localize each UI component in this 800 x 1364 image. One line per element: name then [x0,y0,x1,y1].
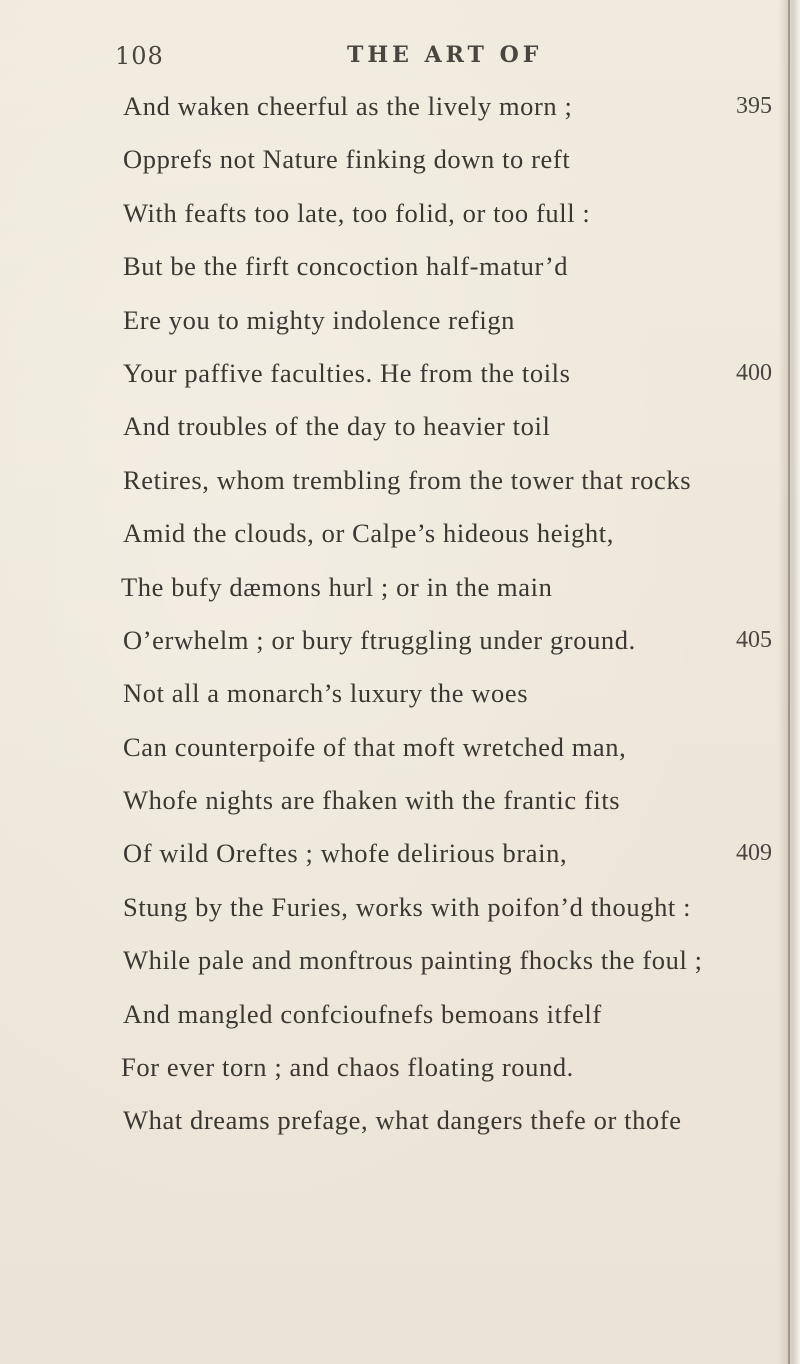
verse-text: Not all a monarch’s luxury the woes [123,678,529,709]
verse-line [0,187,800,240]
verse-line [0,988,800,1041]
verse-line [0,1041,800,1094]
verse-text: And waken cheerful as the lively morn ; [123,91,573,121]
line-number: 400 [736,359,772,386]
verse-text: For ever torn ; and chaos floating round. [121,1052,574,1083]
verse-text: Amid the clouds, or Calpe’s hideous height, [123,518,614,549]
verse-line [0,400,800,453]
verse-text: What dreams prefage, what dangers thefe or thofe [123,1105,682,1136]
verse-line [0,667,800,720]
verse-line [0,614,800,667]
verse-line [0,80,800,133]
verse-text: Your paffive faculties. He from the toils [123,357,571,388]
verse-text: Of wild Oreftes ; whofe delirious brain, [123,838,568,869]
line-number: 395 [736,93,772,119]
verse-line [0,561,800,614]
verse-text: Retires, whom trembling from the tower that rocks [123,464,692,495]
verse-line [0,240,800,293]
verse-line [0,774,800,827]
verse-text: While pale and monftrous painting fhocks the foul ; [123,945,703,976]
verse-text: Whofe nights are fhaken with the frantic fits [123,785,621,816]
page-number: 108 [115,42,164,70]
verse-line [0,294,800,347]
verse-text: Ere you to mighty indolence refign [123,304,516,335]
running-head: THE ART OF [347,42,543,68]
verse-text: But be the firft concoction half-matur’d [123,251,569,282]
verse-line [0,347,800,400]
verse-line [0,827,800,880]
verse-line [0,507,800,560]
verse-line [0,881,800,934]
verse-line [0,133,800,186]
verse-line [0,1094,800,1147]
verse-text: Can counterpoife of that moft wretched man, [123,731,627,762]
line-number: 409 [736,840,772,867]
verse-text: And troubles of the day to heavier toil [123,411,551,442]
verse-text: Stung by the Furies, works with poifon’d thought : [123,891,692,922]
verse-text: And mangled confcioufnefs bemoans itfelf [123,998,602,1029]
verse-text: O’erwhelm ; or bury ftruggling under ground. [123,624,636,655]
verse-text: Opprefs not Nature finking down to reft [123,144,571,175]
page-header [115,42,715,82]
verse-line [0,934,800,987]
verse-text: The bufy dæmons hurl ; or in the main [121,571,553,602]
line-number: 405 [736,626,772,653]
verse-block [0,80,800,1148]
verse-line [0,721,800,774]
verse-text: With feafts too late, too folid, or too full : [123,197,591,228]
verse-line [0,454,800,507]
